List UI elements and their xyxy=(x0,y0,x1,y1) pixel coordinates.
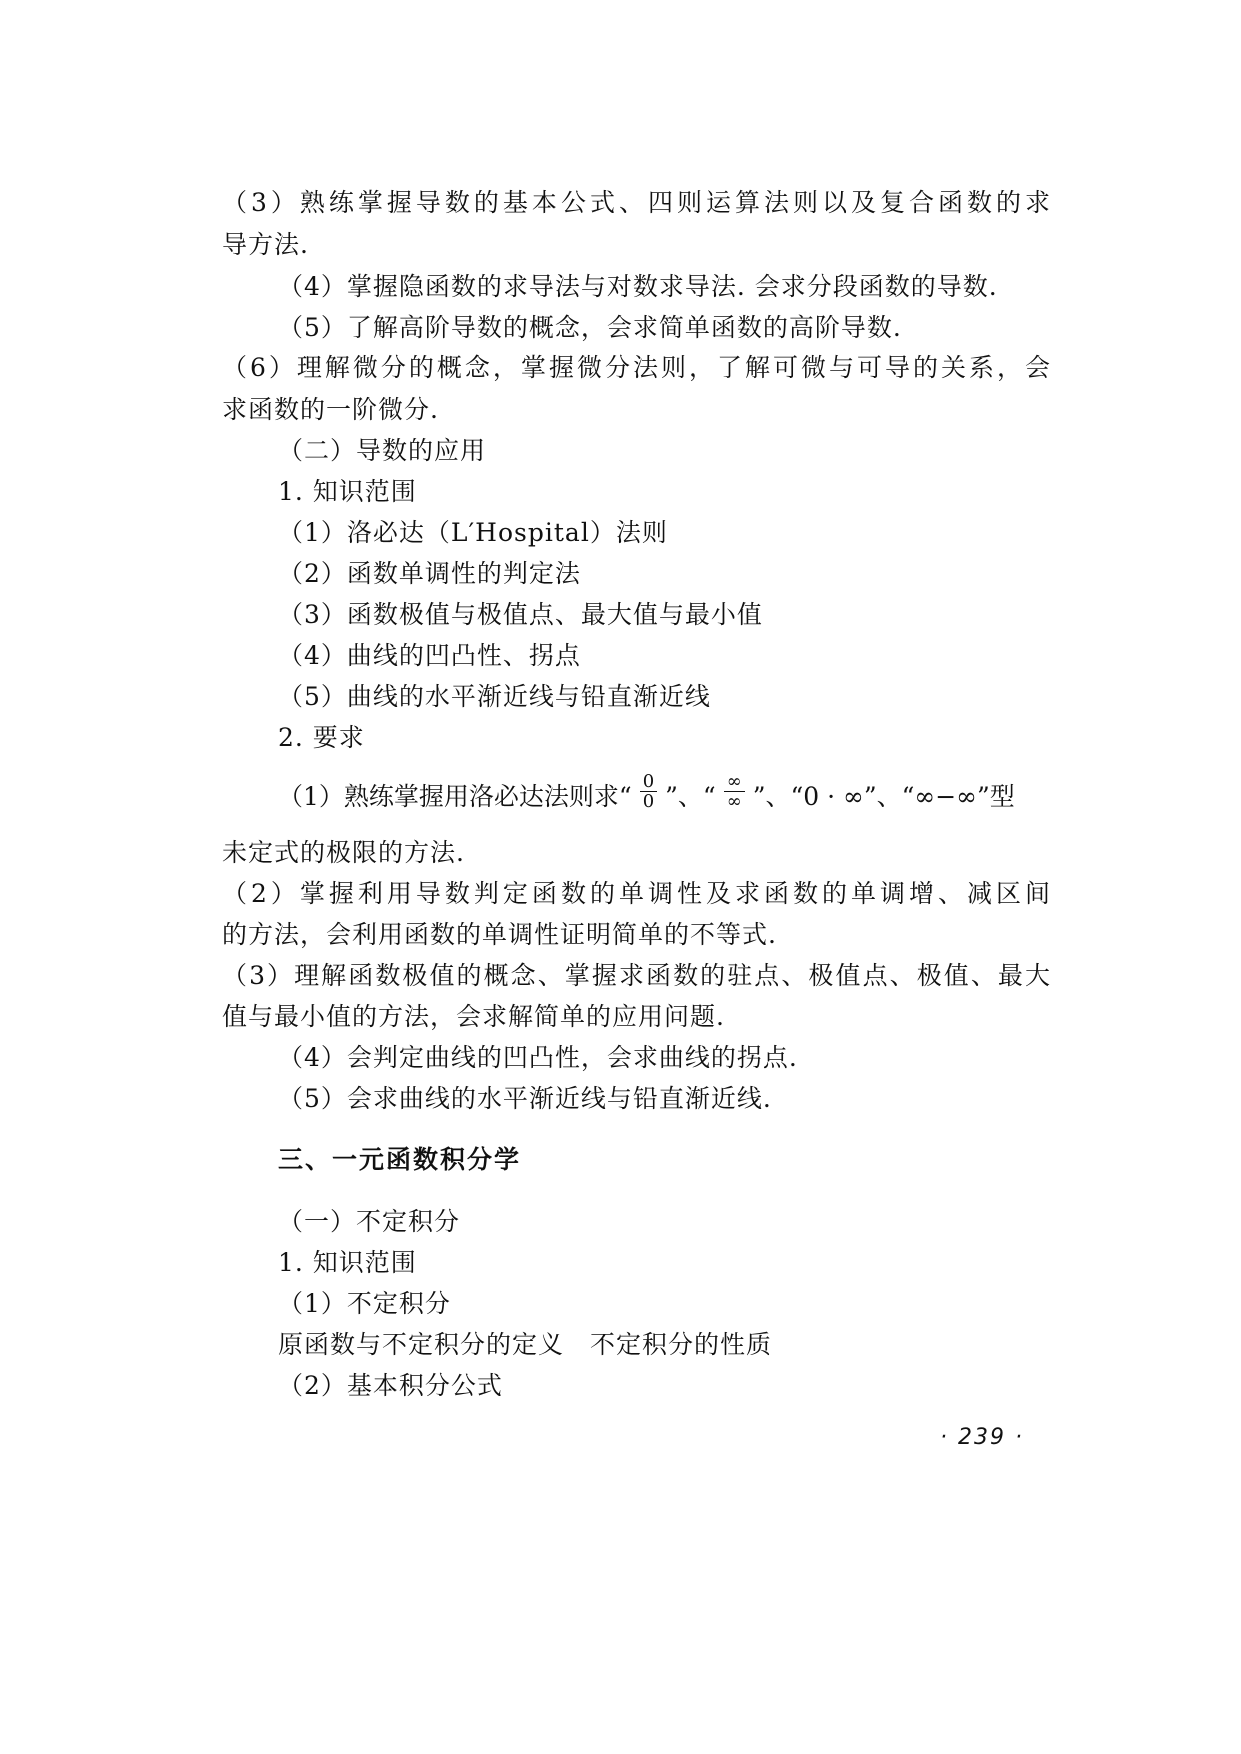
math-text-line xyxy=(278,772,1050,822)
math-prefix: （1）熟练掌握用洛必达法则求“ xyxy=(278,782,632,811)
text-line: 1. 知识范围 xyxy=(278,1248,417,1277)
text-line: 1. 知识范围 xyxy=(278,477,417,506)
fraction-zero-over-zero xyxy=(640,772,657,811)
math-suffix: ”、“0 · ∞”、“∞−∞”型 xyxy=(752,782,1015,811)
text-line: （5）曲线的水平渐近线与铅直渐近线 xyxy=(278,682,711,711)
text-line: （4）掌握隐函数的求导法与对数求导法. 会求分段函数的导数. xyxy=(278,272,998,301)
fraction-denominator: 0 xyxy=(642,790,655,812)
page-number: · 239 · xyxy=(940,1425,1024,1450)
subsection-heading: （一）不定积分 xyxy=(278,1207,461,1236)
text-line: （6）理解微分的概念，掌握微分法则，了解可微与可导的关系，会 xyxy=(222,353,1050,382)
text-line: 2. 要求 xyxy=(278,723,365,752)
text-line: 的方法，会利用函数的单调性证明简单的不等式. xyxy=(222,920,777,949)
fraction-numerator: ∞ xyxy=(724,772,745,792)
text-line: （2）掌握利用导数判定函数的单调性及求函数的单调增、减区间 xyxy=(222,879,1050,908)
fraction-infinity-over-infinity xyxy=(724,772,745,811)
text-line: （2）基本积分公式 xyxy=(278,1371,503,1400)
text-line: （2）函数单调性的判定法 xyxy=(278,559,581,588)
text-line: （4）会判定曲线的凹凸性，会求曲线的拐点. xyxy=(278,1043,798,1072)
text-line: （5）会求曲线的水平渐近线与铅直渐近线. xyxy=(278,1084,772,1113)
text-line: （3）熟练掌握导数的基本公式、四则运算法则以及复合函数的求 xyxy=(222,188,1050,217)
text-line: 求函数的一阶微分. xyxy=(222,395,439,424)
text-line: （3）函数极值与极值点、最大值与最小值 xyxy=(278,600,763,629)
text-line: （3）理解函数极值的概念、掌握求函数的驻点、极值点、极值、最大 xyxy=(222,961,1050,990)
math-separator: ”、“ xyxy=(665,782,716,811)
text-line: 值与最小值的方法，会求解简单的应用问题. xyxy=(222,1002,725,1031)
text-line: 未定式的极限的方法. xyxy=(222,838,465,867)
fraction-denominator: ∞ xyxy=(726,790,742,812)
text-line: （1）不定积分 xyxy=(278,1289,451,1318)
text-line: （1）洛必达（L′Hospital）法则 xyxy=(278,518,668,547)
text-line: （4）曲线的凹凸性、拐点 xyxy=(278,641,581,670)
subsection-heading: （二）导数的应用 xyxy=(278,436,487,465)
text-line: （5）了解高阶导数的概念，会求简单函数的高阶导数. xyxy=(278,313,902,342)
text-line: 原函数与不定积分的定义 不定积分的性质 xyxy=(278,1330,773,1359)
section-heading: 三、一元函数积分学 xyxy=(278,1145,522,1174)
text-line: 导方法. xyxy=(222,230,309,259)
fraction-numerator: 0 xyxy=(640,772,657,792)
